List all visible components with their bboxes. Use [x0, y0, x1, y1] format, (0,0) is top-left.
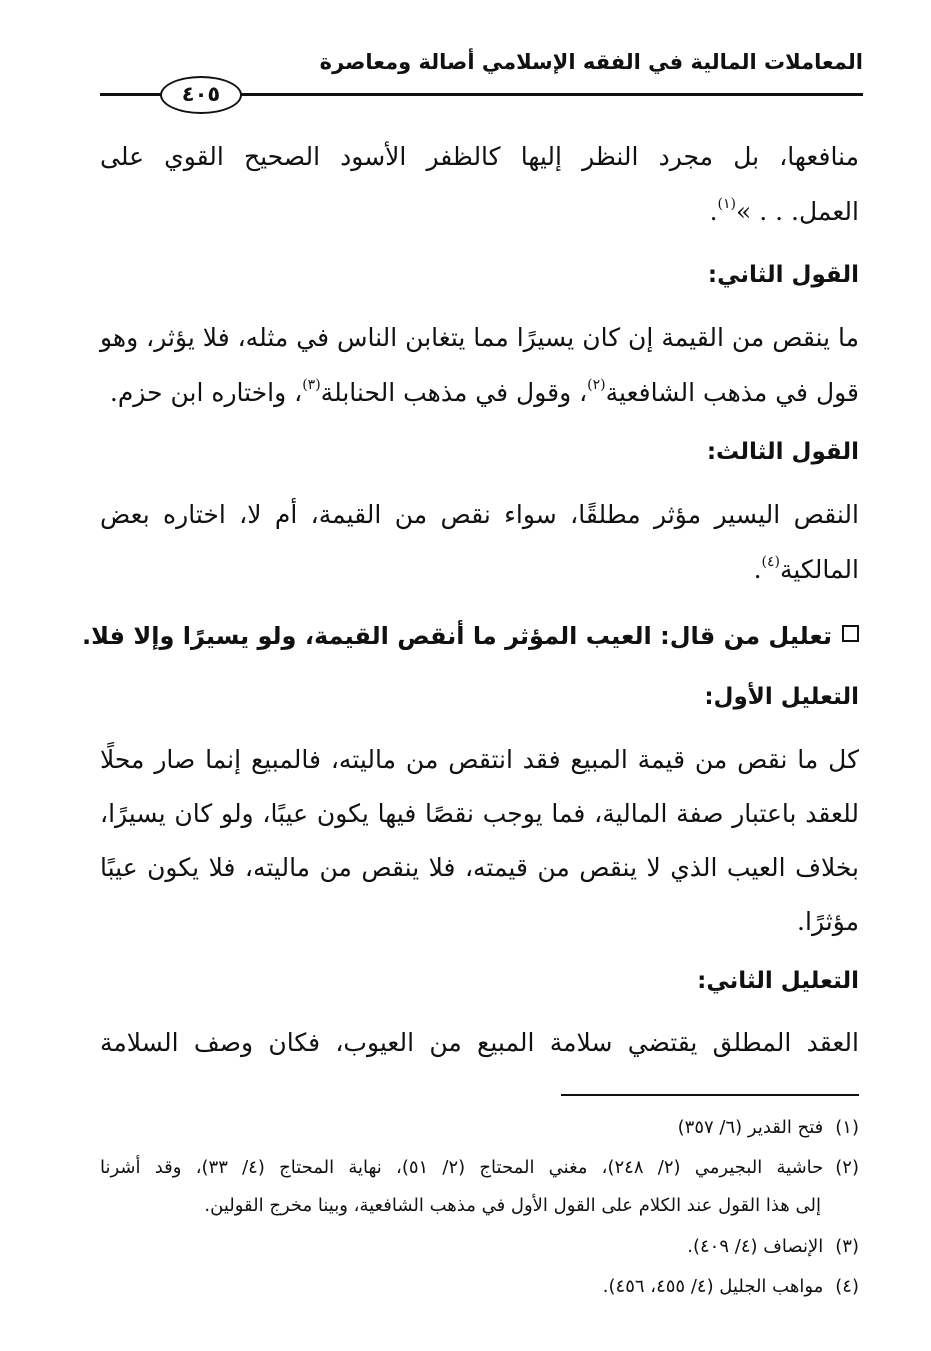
body-line: النقص اليسير مؤثر مطلقًا، سواء نقص من القيمة، أم لا، اختاره بعض: [100, 500, 859, 529]
body-text: العمل. . . »: [736, 197, 859, 226]
footnote-text: حاشية البجيرمي (٢/ ٢٤٨)، مغني المحتاج (٢/ ٥١)، نهاية المحتاج (٤/ ٣٣)، وقد أشرنا: [100, 1157, 824, 1178]
body-text: .: [753, 555, 762, 584]
body-text: قول في مذهب الشافعية: [605, 378, 859, 407]
body-text: المالكية: [779, 555, 859, 584]
subheading: التعليل الأول:: [704, 684, 859, 710]
body-text: ، وقول في مذهب الحنابلة: [320, 378, 588, 407]
section-title: [82, 622, 859, 650]
footnote-number: (٣): [835, 1236, 859, 1257]
body-line: ما ينقص من القيمة إن كان يسيرًا مما يتغابن الناس في مثله، فلا يؤثر، وهو: [100, 323, 859, 352]
body-text: ، واختاره ابن حزم.: [109, 378, 303, 407]
body-line: مؤثرًا.: [797, 907, 859, 936]
subheading: القول الثالث:: [706, 439, 859, 465]
footnote-text: الإنصاف (٤/ ٤٠٩).: [687, 1236, 824, 1257]
footnote-3: [687, 1236, 859, 1257]
footnote-2: [100, 1157, 859, 1178]
footnote-text: مواهب الجليل (٤/ ٤٥٥، ٤٥٦).: [602, 1276, 824, 1297]
body-line: [710, 196, 859, 226]
footnote-number: (٢): [835, 1157, 859, 1178]
footnote-ref: (٣): [302, 377, 321, 393]
square-bullet-icon: [842, 625, 859, 642]
running-header-title: المعاملات المالية في الفقه الإسلامي أصالة ومعاصرة: [319, 50, 863, 74]
body-line: العقد المطلق يقتضي سلامة المبيع من العيوب، فكان وصف السلامة: [100, 1028, 859, 1057]
body-line: بخلاف العيب الذي لا ينقص من قيمته، فلا ينقص من ماليته، فلا يكون عيبًا: [100, 853, 859, 882]
body-line: للعقد باعتبار صفة المالية، فما يوجب نقصًا فيها يكون عيبًا، ولو كان يسيرًا،: [100, 799, 859, 828]
footnote-separator: [561, 1094, 859, 1096]
footnote-2-continuation: إلى هذا القول عند الكلام على القول الأول في مذهب الشافعية، وبينا مخرج القولين.: [204, 1195, 821, 1216]
footnote-ref: (٢): [587, 377, 606, 393]
subheading: القول الثاني:: [707, 262, 859, 288]
subheading: التعليل الثاني:: [697, 968, 859, 994]
footnote-ref: (٤): [761, 554, 780, 570]
body-line: [110, 377, 859, 407]
footnote-ref: (١): [717, 196, 736, 212]
footnote-1: [678, 1117, 859, 1138]
page-number: ٤٠٥: [160, 76, 242, 114]
body-line: كل ما نقص من قيمة المبيع فقد انتقص من ماليته، فالمبيع إنما صار محلًا: [100, 745, 859, 774]
body-text: .: [709, 197, 718, 226]
section-title-text: تعليل من قال: العيب المؤثر ما أنقص القيمة، ولو يسيرًا وإلا فلا.: [81, 622, 832, 650]
footnote-4: [603, 1276, 859, 1297]
body-line: [754, 554, 859, 584]
body-line: منافعها، بل مجرد النظر إليها كالظفر الأسود الصحيح القوي على: [100, 142, 859, 171]
footnote-number: (١): [835, 1117, 859, 1138]
footnote-number: (٤): [835, 1276, 859, 1297]
footnote-text: فتح القدير (٦/ ٣٥٧): [677, 1117, 824, 1138]
